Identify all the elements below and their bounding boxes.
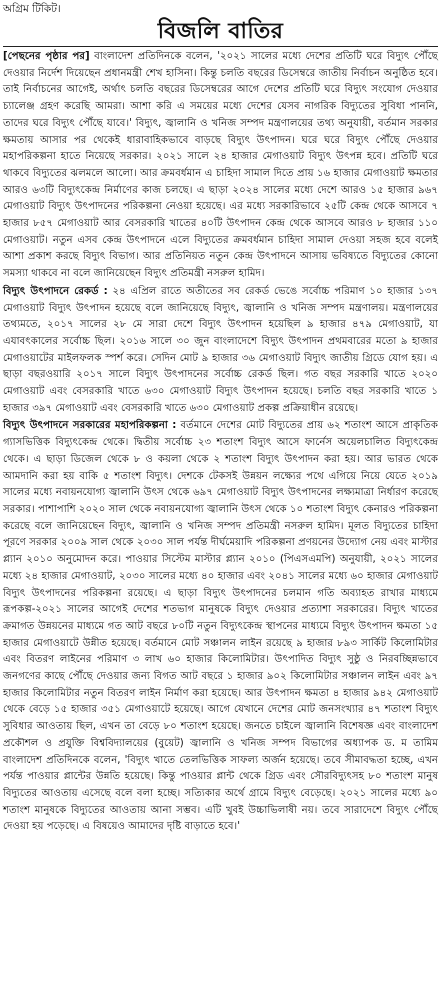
continuation-marker: [পেছনের পৃষ্ঠার পর] (3, 51, 90, 62)
paragraph-text: ২৪ এপ্রিল রাতে অতীতের সব রেকর্ড ভেঙে সর্বোচ্চ পরিমাণ ১০ হাজার ১৩৭ মেগাওয়াট বিদ্যুৎ উৎপাদন হয়েছে বলে জানিয়েছে বিদ্যুৎ, জ্বালানি ও খনিজ সম্পদ মন্ত্রণালয়। মন্ত্রণালয়ের তথ্যমতে, ২০১৭ সালের ২৮ মে সারা দেশে বিদ্যুৎ উৎপাদন হয়েছিল ৯ হাজার ৪৭৯ মেগাওয়াট, যা এযাবৎকালের সর্বোচ্চ ছিল। ২০১৬ সালে ৩০ জুন বাংলাদেশে বিদ্যুৎ উৎপাদন প্রথমবারের মতো ৯ হাজার মেগাওয়াটের মাইলফলক স্পর্শ করে। সেদিন মোট ৯ হাজার ৩৬ মেগাওয়াট বিদ্যুৎ জাতীয় গ্রিডে যোগ হয়। এ ছাড়া বছরওয়ারি ২০১৭ সালে বিদ্যুৎ উৎপাদনের সর্বোচ্চ রেকর্ড ছিল। গত বছর সরকারি খাতে ২০২০ মেগাওয়াট এবং বেসরকারি খাতে ৬৩০ মেগাওয়াট বিদ্যুৎ উৎপাদন হয়েছে। চলতি বছর সরকারি খাতে ১ হাজার ৩৯৭ মেগাওয়াট এবং বেসরকারি খাতে ৬৩০ মেগাওয়াট প্রকল্প প্রক্রিয়াধীন রয়েছে। (3, 285, 438, 414)
article-headline: বিজলি বাতির (157, 18, 284, 44)
article-paragraph-masterplan (3, 418, 438, 836)
article-body (3, 49, 438, 836)
article-paragraph-intro (3, 49, 438, 283)
subheading-record: বিদ্যুৎ উৎপাদনে রেকর্ড : (3, 285, 108, 297)
subheading-masterplan: বিদ্যুৎ উৎপাদনে সরকারের মহাপরিকল্পনা : (3, 420, 177, 432)
article-paragraph-record (3, 284, 438, 418)
headline-divider (3, 46, 438, 47)
paragraph-text: বর্তমানে দেশের মোট বিদ্যুতের প্রায় ৬২ শতাংশ আসে প্রাকৃতিক গ্যাসভিত্তিক বিদ্যুৎকেন্দ্র থেকে। দ্বিতীয় সর্বোচ্চ ২৩ শতাংশ বিদ্যুৎ আসে ফার্নেস অয়েলচালিত বিদ্যুৎকেন্দ্র থেকে। এ ছাড়া ডিজেল থেকে ৮ ও কয়লা থেকে ২ শতাংশ বিদ্যুৎ উৎপাদন করা হয়। আর ভারত থেকে আমদানি করা হয় বাকি ৫ শতাংশ বিদ্যুৎ। দেশকে টেকসই উন্নয়ন লক্ষ্যের পথে এগিয়ে নিয়ে যেতে ২০১৯ সালের মধ্যে নবায়নযোগ্য জ্বালানি উৎস থেকে ৬৯৭ মেগাওয়াট বিদ্যুৎ উৎপাদনের লক্ষ্যমাত্রা নির্ধারণ করেছে সরকার। পাশাপাশি ২০২০ সাল থেকে নবায়নযোগ্য জ্বালানি উৎস থেকে ১০ শতাংশ বিদ্যুৎ কেনারও পরিকল্পনা করেছে বলে জানিয়েছেন বিদ্যুৎ, জ্বালানি ও খনিজ সম্পদ প্রতিমন্ত্রী নসরুল হামিদ। মূলত বিদ্যুতের চাহিদা পূরণে সরকার ২০০৯ সাল থেকে ২০৩০ সাল পর্যন্ত দীর্ঘমেয়াদি পরিকল্পনা প্রণয়নের উদ্যোগ নেয় এবং মাস্টার প্ল্যান ২০১০ অনুমোদন করে। পাওয়ার সিস্টেম মাস্টার প্ল্যান ২০১০ (পিএসএমপি) অনুযায়ী, ২০২১ সালের মধ্যে ২৪ হাজার মেগাওয়াট, ২০৩০ সালের মধ্যে ৪০ হাজার এবং ২০৪১ সালের মধ্যে ৬০ হাজার মেগাওয়াট বিদ্যুৎ উৎপাদনের পরিকল্পনা রয়েছে। এ ছাড়া বিদ্যুৎ উৎপাদনের চলমান গতি অব্যাহত রাখার মাধ্যমে রূপকল্প-২০২১ সালের আগেই দেশের শতভাগ মানুষকে বিদ্যুৎ দেওয়ার প্রত্যাশা সরকারের। বিদ্যুৎ খাতের ক্রমাগত উন্নয়নের মাধ্যমে গত আট বছরে ৮০টি নতুন বিদ্যুৎকেন্দ্র স্থাপনের মাধ্যমে বিদ্যুৎ উৎপাদন ক্ষমতা ১৫ হাজার মেগাওয়াটে উন্নীত হয়েছে। বর্তমানে মোট সঞ্চালন লাইন রয়েছে ৯ হাজার ৮৯৩ সার্কিট কিলোমিটার এবং বিতরণ লাইনের পরিমাণ ৩ লাখ ৬০ হাজার কিলোমিটার। উৎপাদিত বিদ্যুৎ সুষ্ঠু ও নিরবচ্ছিন্নভাবে জনগণের কাছে পৌঁছে দেওয়ার জন্য বিগত আট বছরে ১ হাজার ৯০২ কিলোমিটার সঞ্চালন লাইন এবং ৯৭ হাজার কিলোমিটার নতুন বিতরণ লাইন নির্মাণ করা হয়েছে। আর উৎপাদন ক্ষমতা ৪ হাজার ৯৪২ মেগাওয়াট থেকে বেড়ে ১৫ হাজার ৩৫১ মেগাওয়াটে হয়েছে। আগে যেখানে দেশের মোট জনসংখ্যার ৪৭ শতাংশ বিদ্যুৎ সুবিধার আওতায় ছিল, এখন তা বেড়ে ৮০ শতাংশ হয়েছে। জনতে চাইলে জ্বালানি বিশেষজ্ঞ এবং বাংলাদেশ প্রকৌশল ও প্রযুক্তি বিশ্ববিদ্যালয়ের (বুয়েট) জ্বালানি ও খনিজ সম্পদ বিভাগের অধ্যাপক ড. ম তামিম বাংলাদেশ প্রতিদিনকে বলেন, 'বিদ্যুৎ খাতে তেলভিত্তিক সাফল্য অর্জন হয়েছে। তবে সীমাবদ্ধতা হচ্ছে, এখন পর্যন্ত পাওয়ার প্লান্টের উন্নতি হয়েছে। কিন্তু পাওয়ার প্লান্ট থেকে গ্রিড এবং সৌরবিদ্যুৎসহ ৮০ শতাংশ মানুষ বিদ্যুতের আওতায় এসেছে বলে বলা হচ্ছে। সত্যিকার অর্থে গ্রামে বিদ্যুৎ বেড়েছে। ২০২১ সালের মধ্যে ৯০ শতাংশ মানুষকে বিদ্যুতের আওতায় আনা সম্ভব। এটি খুবই উচ্চাভিলাষী নয়। তবে সারাদেশে বিদ্যুৎ পৌঁছে দেওয়া হয় পড়েছে। এ বিষয়েও আমাদের দৃষ্টি বাড়াতে হবে।' (3, 420, 438, 833)
previous-article-tail: অগ্রিম টিকিট। (3, 3, 61, 15)
paragraph-text: বাংলাদেশ প্রতিদিনকে বলেন, '২০২১ সালের মধ্যে দেশের প্রতিটি ঘরে বিদ্যুৎ পৌঁছে দেওয়ার নির্দেশ দিয়েছেন প্রধানমন্ত্রী শেখ হাসিনা। কিন্তু চলতি বছরের ডিসেম্বরে জাতীয় নির্বাচন অনুষ্ঠিত হবে। তাই নির্বাচনের আগেই, অর্থাৎ চলতি বছরের ডিসেম্বরের আগে দেশের প্রতিটি ঘরে বিদ্যুৎ সংযোগ দেওয়ার চ্যালেঞ্জ গ্রহণ করেছি আমরা। আশা করি এ সময়ের মধ্যে দেশের যেসব নাগরিক বিদ্যুতের সুবিধা পাননি, তাদের ঘরে বিদ্যুৎ পৌঁছে যাবে।' বিদ্যুৎ, জ্বালানি ও খনিজ সম্পদ মন্ত্রণালয়ের তথ্য অনুযায়ী, বর্তমান সরকার ক্ষমতায় আসার পর থেকেই ধারাবাহিকভাবে বাড়ছে বিদ্যুৎ উৎপাদন। ঘরে ঘরে বিদ্যুৎ পৌঁছে দেওয়ার মহাপরিকল্পনা হাতে নিয়েছে সরকার। ২০২১ সালে ২৪ হাজার মেগাওয়াট বিদ্যুৎ উৎপন্ন হবে। প্রতিটি ঘরে থাকবে বিদ্যুতের ঝলমলে আলো। আর ক্রমবর্ধমান এ চাহিদা সামাল দিতে প্রায় ১৬ হাজার মেগাওয়াট ক্ষমতার আরও ৬৩টি বিদ্যুৎকেন্দ্র নির্মাণের কাজ চলছে। এ ছাড়া ২০২৪ সালের মধ্যে দেশে আরও ১৫ হাজার ৯৬৭ মেগাওয়াট বিদ্যুৎ উৎপাদনের পরিকল্পনা নেওয়া হয়েছে। এর মধ্যে সরকারিভাবে ২৫টি কেন্দ্র থেকে আসবে ৭ হাজার ৮৫৭ মেগাওয়াট আর বেসরকারি খাতের ৪০টি উৎপাদন কেন্দ্র থেকে আসবে আরও ৮ হাজার ১১০ মেগাওয়াট। নতুন এসব কেন্দ্র উৎপাদনে এলে বিদ্যুতের ক্রমবর্ধমান চাহিদা সামাল দেওয়া সহজ হবে বলেই আশা প্রকাশ করছে বিদ্যুৎ বিভাগ। আর প্রতিনিয়ত নতুন কেন্দ্র উৎপাদনে আসায় ভবিষ্যতে বিদ্যুতের কোনো সমস্যা থাকবে না বলে জানিয়েছেন বিদ্যুৎ প্রতিমন্ত্রী নসরুল হামিদ। (3, 51, 438, 280)
